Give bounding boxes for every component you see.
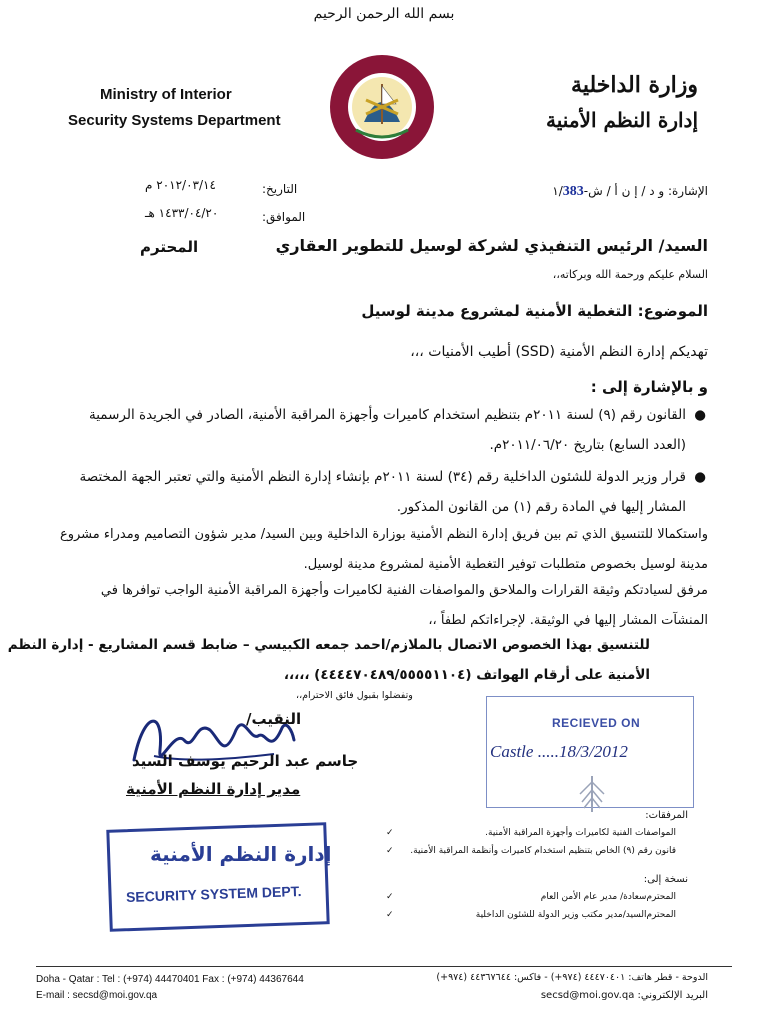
basmala: بسم الله الرحمن الرحيم bbox=[313, 6, 455, 22]
security-stamp-english: SECURITY SYSTEM DEPT. bbox=[125, 882, 302, 906]
footer-contact-en: Doha - Qatar : Tel : (+974) 44470401 Fax : (+974) 44367644 bbox=[36, 974, 304, 985]
salutation: السلام عليكم ورحمة الله وبركاته،، bbox=[552, 268, 708, 281]
footer-divider bbox=[36, 966, 732, 967]
attachment-text: قانون رقم (٩) الخاص بتنظيم استخدام كاميرات وأنظمة المراقبة الأمنية. bbox=[410, 846, 676, 856]
signatory-name: جاسم عبد الرحيم يوسف السيد bbox=[132, 752, 359, 770]
hijri-date-value: ١٤٣٣/٠٤/٢٠ هـ bbox=[145, 206, 219, 220]
security-dept-stamp bbox=[106, 822, 329, 932]
list-item bbox=[68, 462, 708, 522]
reference-label: الإشارة: و د / إ ن أ / ش-١/ bbox=[552, 184, 708, 198]
check-icon: ✓ bbox=[386, 910, 394, 920]
addressee: السيد/ الرئيس التنفيذي لشركة لوسيل للتطوير العقاري bbox=[275, 236, 708, 255]
reference-handwritten-number: 383 bbox=[562, 184, 584, 199]
reference-list bbox=[68, 400, 708, 524]
footer-email-ar: البريد الإلكتروني: secsd@moi.gov.qa bbox=[540, 990, 708, 1001]
copy-recipient: السيد/مدير مكتب وزير الدولة للشئون الداخلية bbox=[475, 910, 647, 920]
ministry-name-ar: وزارة الداخلية bbox=[571, 72, 698, 98]
date-value: ٢٠١٢/٠٣/١٤ م bbox=[145, 178, 216, 192]
footer-email-en: E-mail : secsd@moi.gov.qa bbox=[36, 990, 158, 1001]
department-name-ar: إدارة النظم الأمنية bbox=[546, 108, 698, 132]
bullet-icon: ● bbox=[694, 407, 706, 423]
list-item bbox=[68, 400, 708, 460]
attachments-list bbox=[376, 824, 676, 860]
signatory-role: مدير إدارة النظم الأمنية bbox=[126, 780, 301, 798]
copy-recipient: سعادة/ مدير عام الأمن العام bbox=[540, 892, 647, 902]
reference-intro: و بالإشارة إلى : bbox=[590, 378, 708, 396]
greeting: تهديكم إدارة النظم الأمنية (SSD) أطيب الأمنيات ،،، bbox=[410, 344, 708, 360]
bullet-icon: ● bbox=[694, 469, 706, 485]
footer-contact-ar: الدوحة - قطر هاتف: ٤٤٤٧٠٤٠١ (٩٧٤+) - فاكس: ٤٤٣٦٧٦٤٤ (٩٧٤+) bbox=[436, 972, 708, 983]
copies-label: نسخة إلى: bbox=[643, 874, 688, 885]
qatar-emblem-icon bbox=[326, 52, 438, 162]
department-name-en: Security Systems Department bbox=[68, 112, 281, 129]
list-item-text: القانون رقم (٩) لسنة ٢٠١١م بتنظيم استخدام كاميرات وأجهزة المراقبة الأمنية، الصادر في الجريدة الرسمية (العدد السابع) بتاريخ ٢٠١١/٠٦/٢٠م. bbox=[88, 407, 686, 453]
body-paragraph-contact: للتنسيق بهذا الخصوص الاتصال بالملازم/احمد جمعه الكبيسي – ضابط قسم المشاريع - إدارة النظم الأمنية على أرقام الهواتف (٤٤٤٤٧٠٤٨٩/٥٥٥٥١١٠٤) ،،،،، bbox=[7, 637, 650, 683]
received-stamp-title: RECIEVED ON bbox=[552, 716, 641, 730]
subject-line: الموضوع: التغطية الأمنية لمشروع مدينة لوسيل bbox=[361, 302, 708, 320]
body-paragraph-attachment: مرفق لسيادتكم وثيقة القرارات والملاحق والمواصفات الفنية لكاميرات وأجهزة المراقبة الأمنية الواجب توافرها في المنشآت المشار إليها في الوثيقة. لإجراءاتكم لطفاً ،، bbox=[100, 583, 708, 628]
list-item bbox=[376, 842, 676, 860]
security-stamp-arabic: إدارة النظم الأمنية bbox=[150, 842, 332, 866]
list-item bbox=[376, 824, 676, 842]
attachments-label: المرفقات: bbox=[645, 810, 688, 821]
date-label: التاريخ: bbox=[262, 182, 298, 196]
hijri-date-label: الموافق: bbox=[262, 210, 306, 224]
closing-phrase: وتفضلوا بقبول فائق الاحترام،، bbox=[296, 690, 413, 701]
check-icon: ✓ bbox=[386, 892, 394, 902]
list-item bbox=[376, 906, 676, 924]
lusail-logo-icon bbox=[574, 772, 610, 818]
list-item bbox=[376, 888, 676, 906]
list-item-text: قرار وزير الدولة للشئون الداخلية رقم (٣٤) لسنة ٢٠١١م بإنشاء إدارة النظم الأمنية والتي تعتبر الجهة المختصة المشار إليها في المادة رقم (١) من القانون المذكور. bbox=[79, 469, 686, 515]
attachment-text: المواصفات الفنية لكاميرات وأجهزة المراقبة الأمنية. bbox=[485, 828, 676, 838]
received-stamp-date: Castle .....18/3/2012 bbox=[490, 742, 628, 761]
addressee-honorific: المحترم bbox=[140, 238, 199, 256]
ministry-name-en: Ministry of Interior bbox=[100, 86, 232, 103]
reference-number bbox=[552, 184, 708, 200]
copies-list bbox=[376, 888, 676, 924]
body-paragraph-coordination: واستكمالا للتنسيق الذي تم بين فريق إدارة النظم الأمنية بوزارة الداخلية وبين السيد/ مدير شؤون التصاميم ومدراء مشروع مدينة لوسيل بخصوص متطلبات توفير التغطية الأمنية لمشروع مدينة لوسيل. bbox=[59, 527, 708, 572]
check-icon: ✓ bbox=[386, 846, 394, 856]
signatory-title: النقيب/ bbox=[246, 710, 302, 728]
check-icon: ✓ bbox=[386, 828, 394, 838]
copy-honorific: المحترم bbox=[646, 910, 676, 920]
copy-honorific: المحترم bbox=[646, 892, 676, 902]
